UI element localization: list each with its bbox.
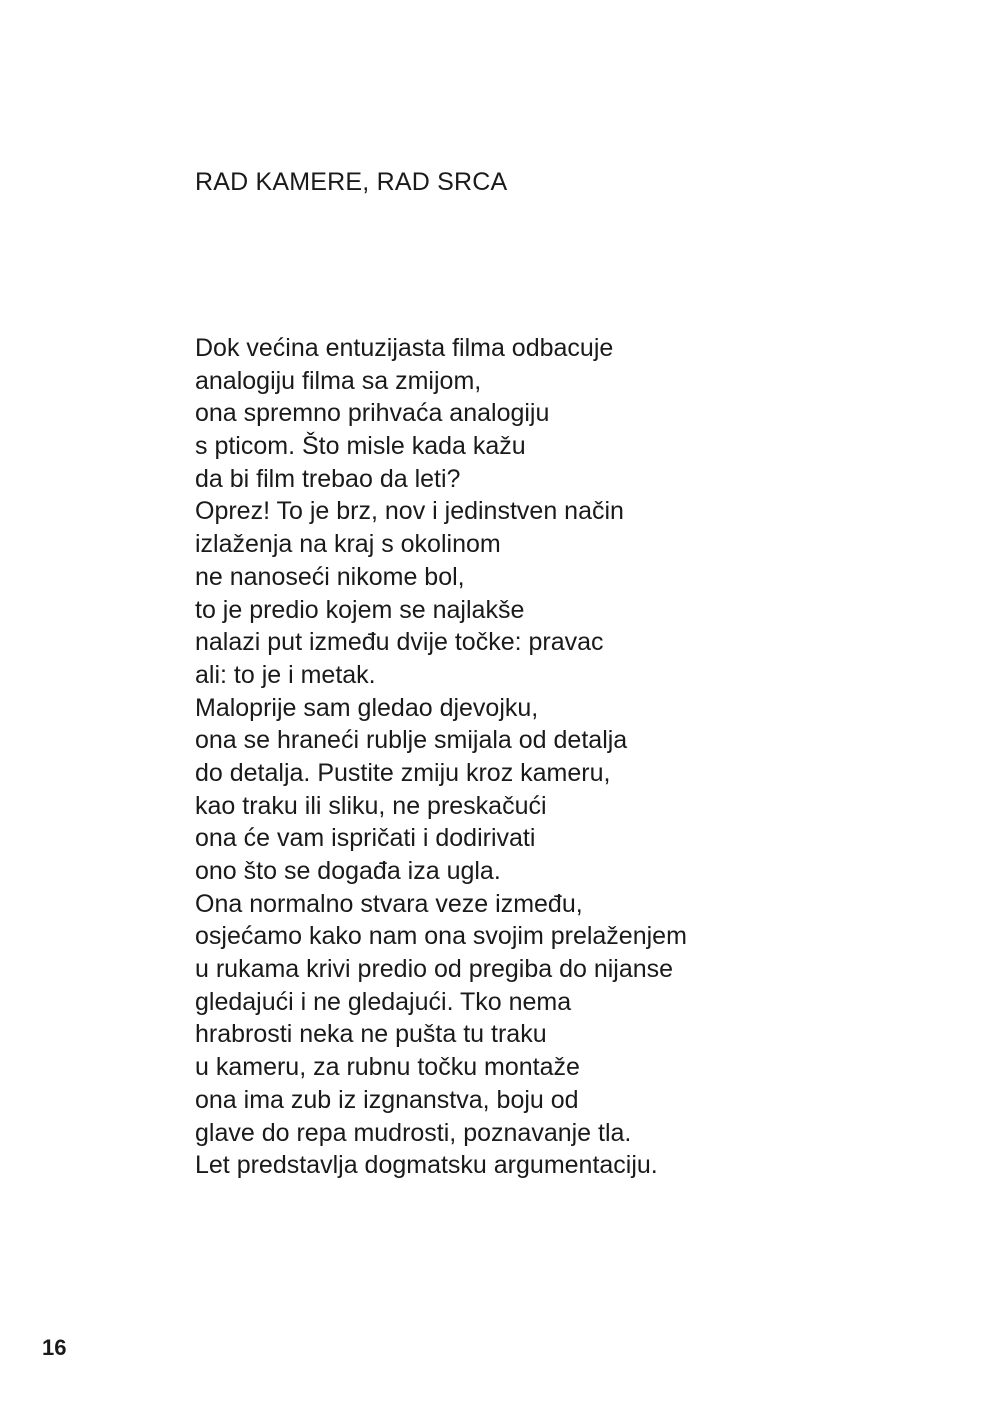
- poem-line: hrabrosti neka ne pušta tu traku: [195, 1020, 547, 1049]
- poem-line: glave do repa mudrosti, poznavanje tla.: [195, 1118, 632, 1147]
- poem-line: ona ima zub iz izgnanstva, boju od: [195, 1085, 579, 1114]
- poem-line: do detalja. Pustite zmiju kroz kameru,: [195, 758, 611, 787]
- poem-line: Ona normalno stvara veze između,: [195, 889, 583, 918]
- poem-line: ali: to je i metak.: [195, 660, 376, 689]
- page-number: 16: [42, 1335, 67, 1360]
- poem-line: ona se hraneći rublje smijala od detalja: [195, 726, 628, 755]
- poem-line: analogiju filma sa zmijom,: [195, 366, 482, 395]
- poem-line: gledajući i ne gledajući. Tko nema: [195, 987, 572, 1016]
- poem-line: ono što se događa iza ugla.: [195, 857, 501, 885]
- poem-line: u rukama krivi predio od pregiba do nijanse: [195, 955, 674, 984]
- poem-line: ona spremno prihvaća analogiju: [195, 399, 550, 428]
- poem-line: u kameru, za rubnu točku montaže: [195, 1053, 580, 1082]
- poem-line: ona će vam ispričati i dodirivati: [195, 824, 536, 853]
- poem-line: osjećamo kako nam ona svojim prelaženjem: [195, 922, 687, 951]
- page-title: RAD KAMERE, RAD SRCA: [195, 168, 508, 196]
- poem-line: Let predstavlja dogmatsku argumentaciju.: [195, 1151, 658, 1180]
- poem-line: ne nanoseći nikome bol,: [195, 562, 465, 591]
- poem-line: Maloprije sam gledao djevojku,: [195, 693, 539, 722]
- poem-line: s pticom. Što misle kada kažu: [195, 432, 526, 461]
- poem-line: kao traku ili sliku, ne preskačući: [195, 791, 547, 820]
- poem-line: nalazi put između dvije točke: pravac: [195, 628, 604, 657]
- poem-line: to je predio kojem se najlakše: [195, 595, 525, 624]
- poem-body: [195, 332, 687, 1182]
- poem-line: da bi film trebao da leti?: [195, 464, 461, 493]
- poem-line: Dok većina entuzijasta filma odbacuje: [195, 334, 614, 362]
- poem-line: Oprez! To je brz, nov i jedinstven način: [195, 497, 624, 526]
- poem-line: izlaženja na kraj s okolinom: [195, 530, 501, 559]
